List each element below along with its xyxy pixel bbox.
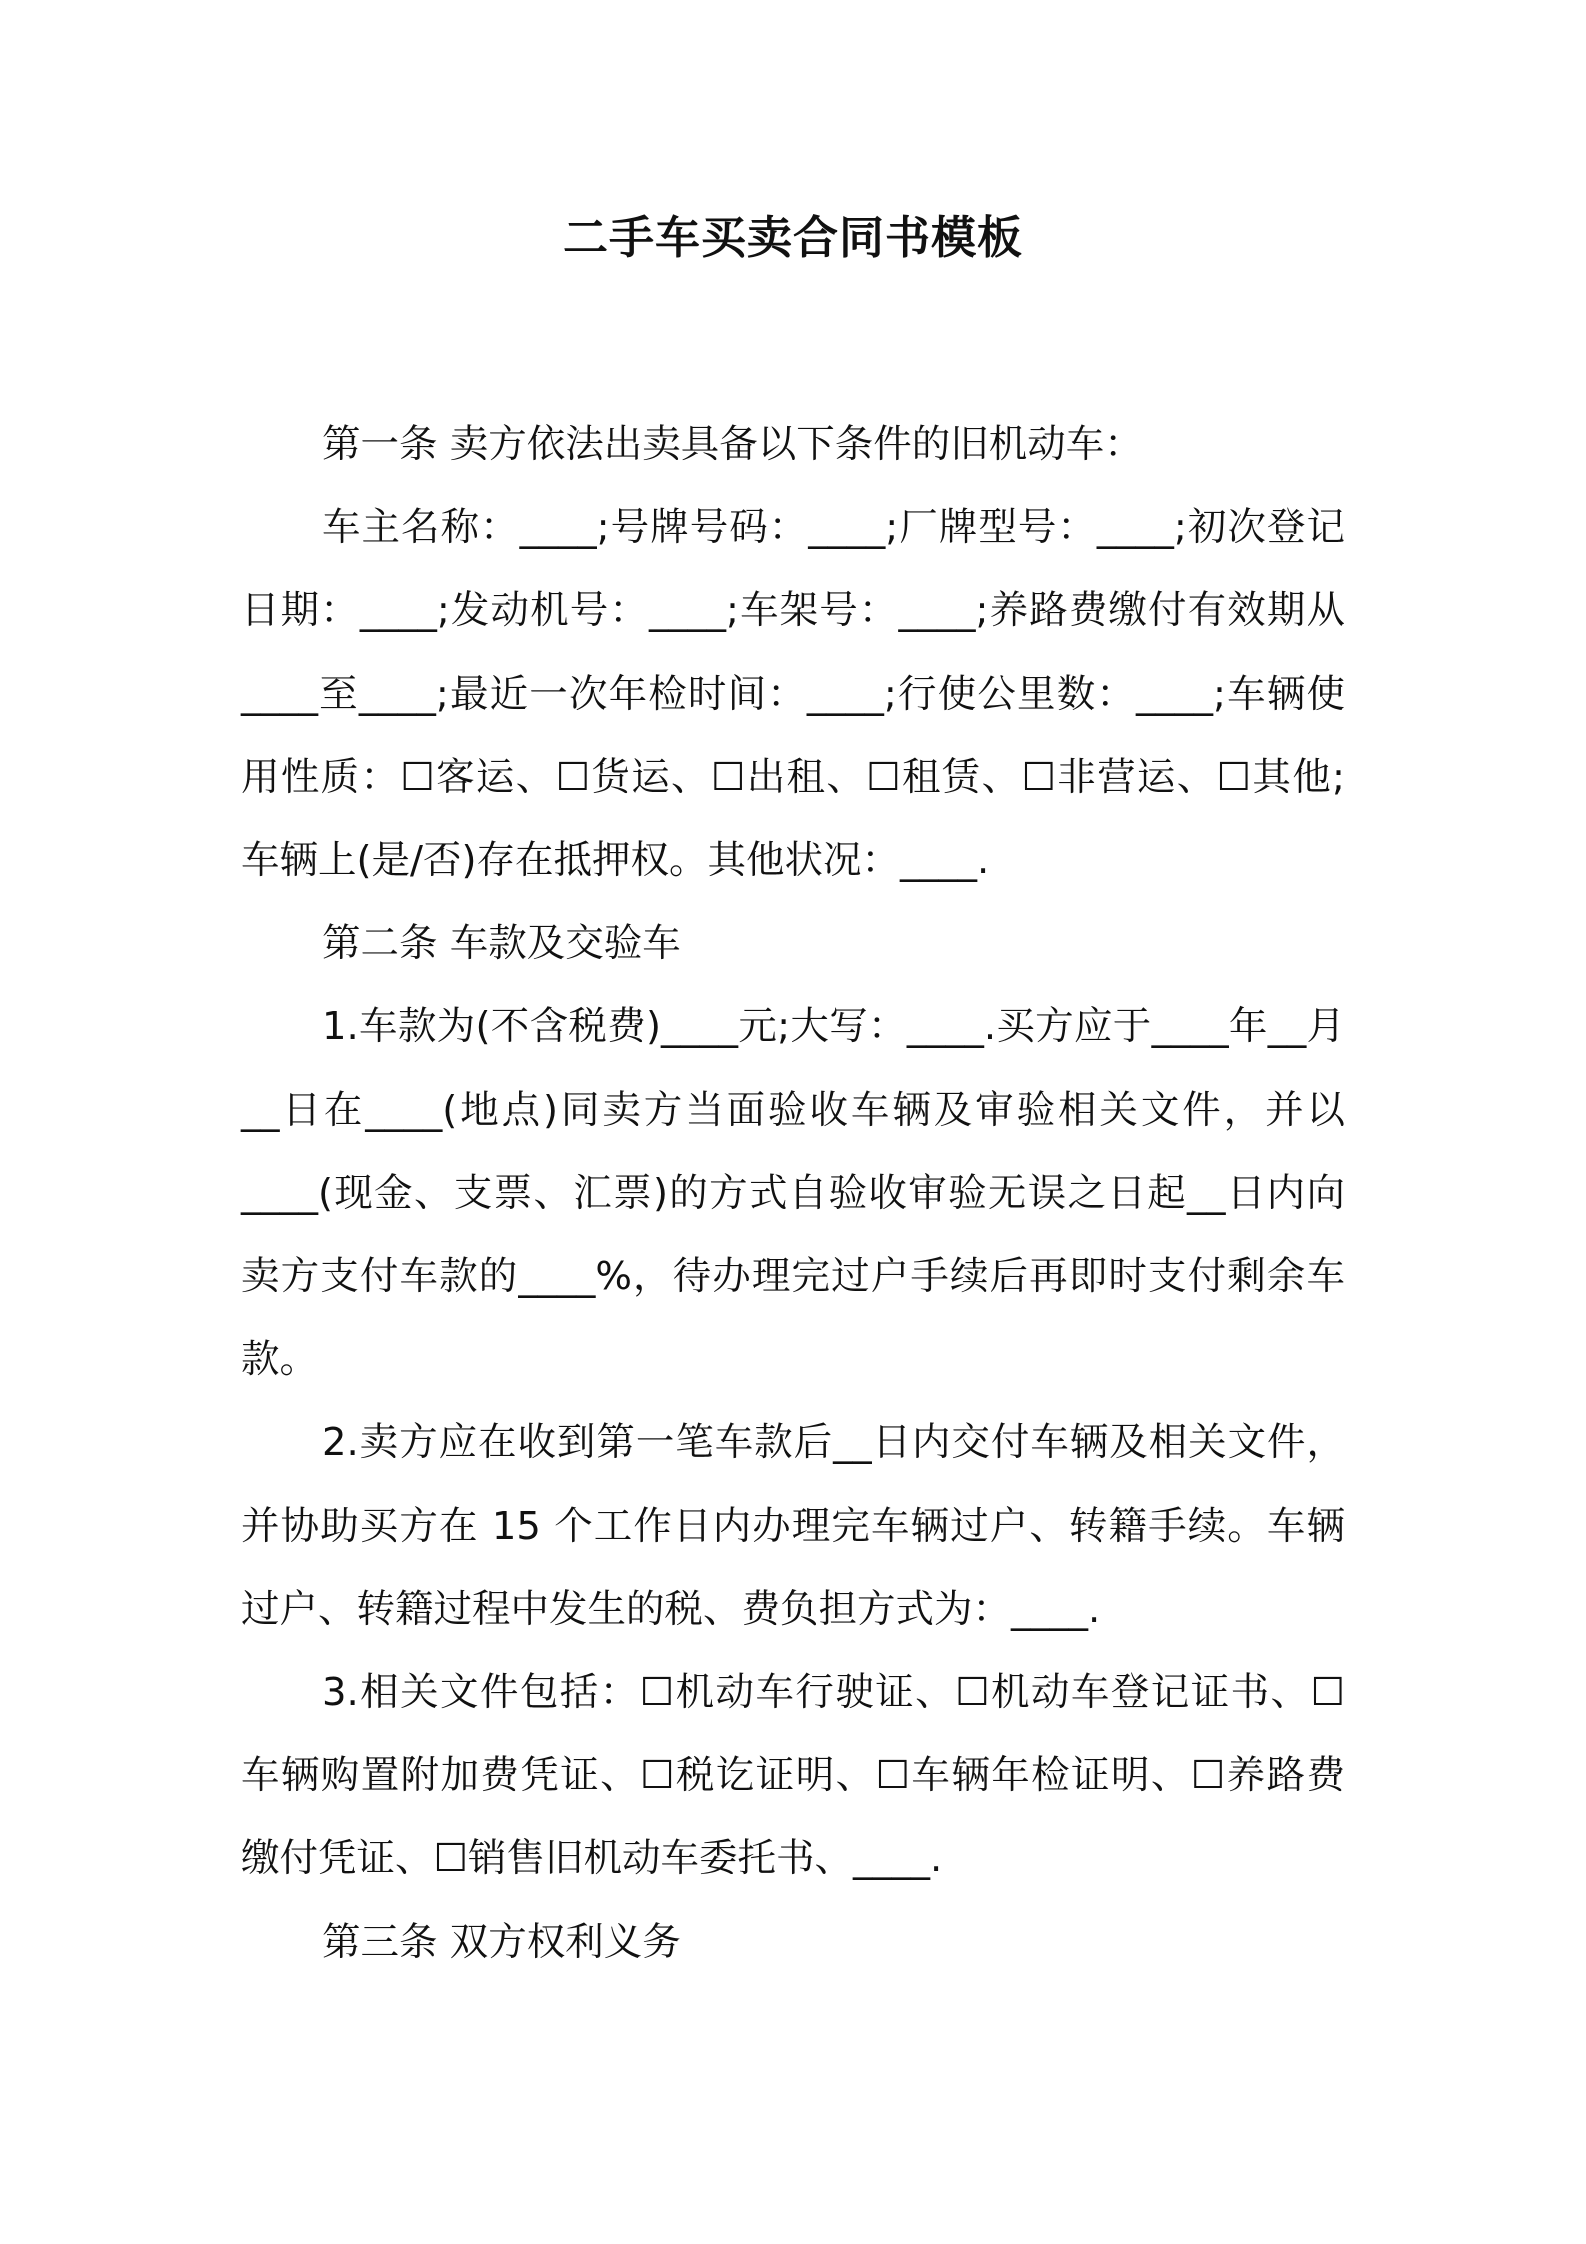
article-2-heading: 第二条 车款及交验车 bbox=[322, 921, 681, 967]
vehicle-conditions-paragraph: 车主名称：____;号牌号码：____;厂牌型号：____;初次登记日期：____;发动机号：____;车架号：____;养路费缴付有效期从____至____;最近一次年检时间：____;行使公里数：____;车辆使用性质：☐客运、☐货运、☐出租、☐租赁、☐非营运、☐其他;车辆上(是/否)存在抵押权。其他状况：____. bbox=[241, 505, 1345, 884]
document-body bbox=[241, 403, 1345, 1984]
payment-clause-paragraph: 1.车款为(不含税费)____元;大写：____.买方应于____年__月__日在____(地点)同卖方当面验收车辆及审验相关文件，并以____(现金、支票、汇票)的方式自验收审验无误之日起__日内向卖方支付车款的____%，待办理完过户手续后再即时支付剩余车款。 bbox=[241, 1004, 1345, 1383]
documents-clause-paragraph: 3.相关文件包括：☐机动车行驶证、☐机动车登记证书、☐车辆购置附加费凭证、☐税讫证明、☐车辆年检证明、☐养路费缴付凭证、☐销售旧机动车委托书、____. bbox=[241, 1670, 1345, 1882]
document-title: 二手车买卖合同书模板 bbox=[562, 211, 1023, 264]
delivery-clause-paragraph: 2.卖方应在收到第一笔车款后__日内交付车辆及相关文件，并协助买方在 15 个工作日内办理完车辆过户、转籍手续。车辆过户、转籍过程中发生的税、费负担方式为：____. bbox=[241, 1420, 1345, 1632]
article-1-heading: 第一条 卖方依法出卖具备以下条件的旧机动车： bbox=[322, 422, 1143, 467]
article-3-heading: 第三条 双方权利义务 bbox=[322, 1919, 681, 1965]
